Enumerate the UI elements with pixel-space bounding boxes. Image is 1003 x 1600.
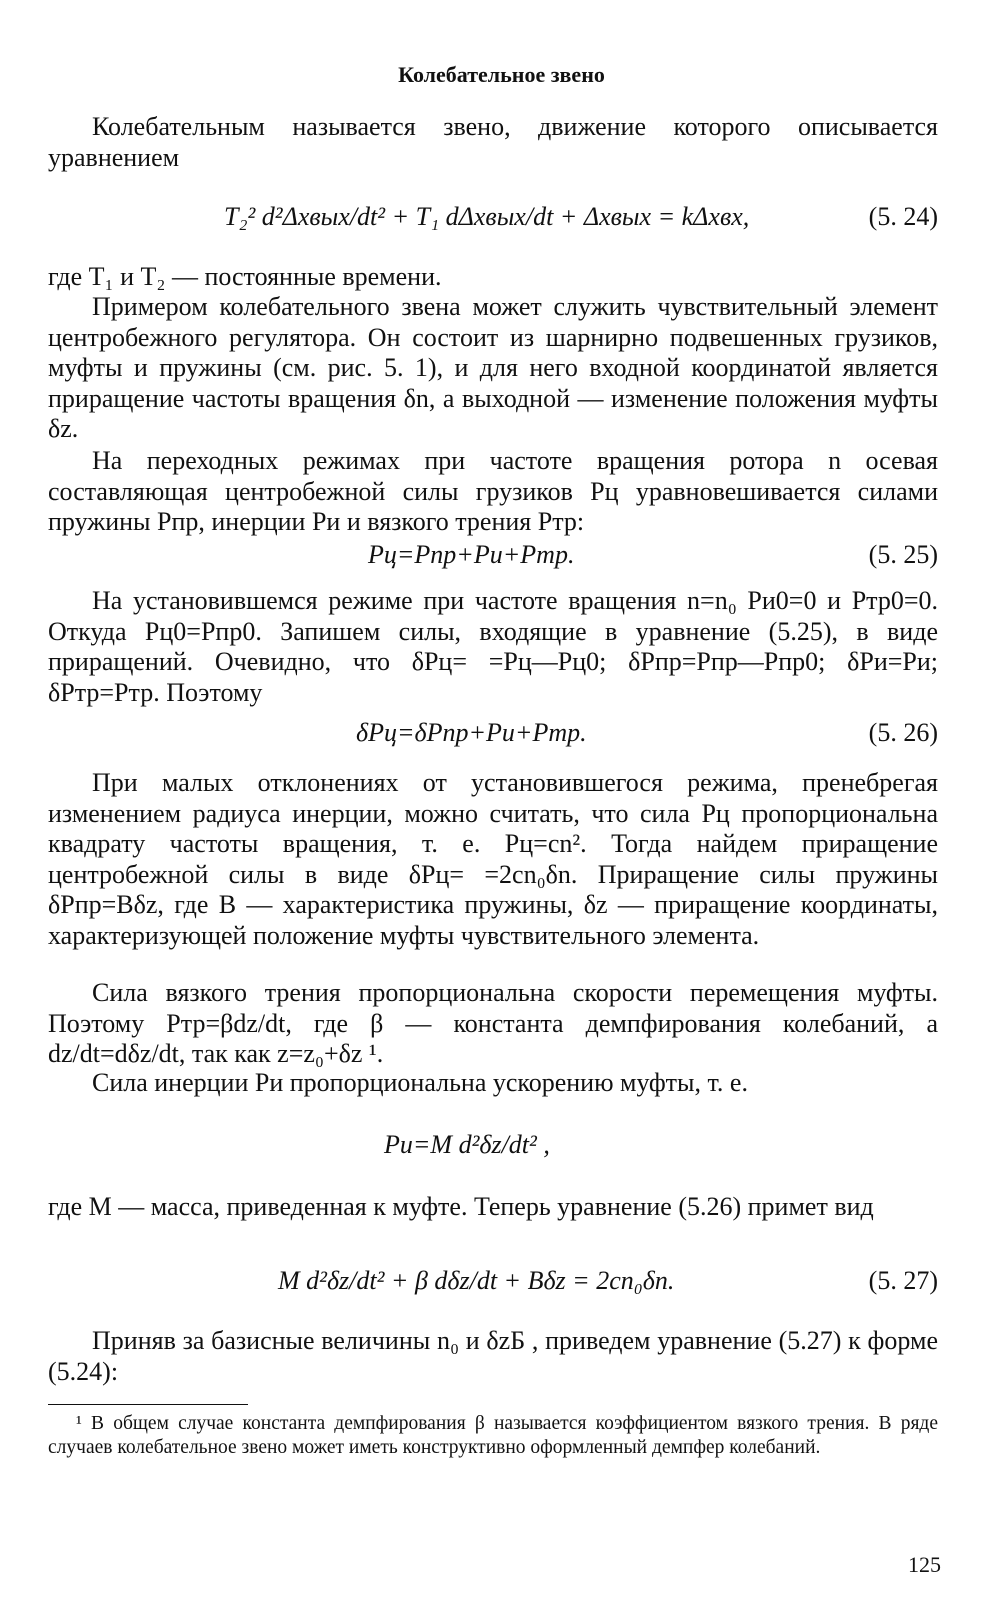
- paragraph-small-deviations: При малых отклонениях от установившегося режима, пренебрегая изменением радиуса инерции, можно считать, что сила Pц пропорциональна квадрату частоты вращения, т. е. Pц=cn². Тогда найдем приращение центробежной силы в виде δPц= =2cn₀δn. Приращение силы пружины δPпр=Bδz, где B — характеристика пружины, δz — приращение координаты, характеризующей положение муфты чувствительного элемента.: [48, 768, 938, 950]
- paragraph-mass: где M — масса, приведенная к муфте. Теперь уравнение (5.26) примет вид: [48, 1192, 874, 1221]
- equation-5-26: [48, 718, 938, 754]
- paragraph-inertia: Сила инерции Pи пропорциональна ускорению муфты, т. е.: [92, 1068, 748, 1097]
- footnote: ¹ В общем случае константа демпфирования β называется коэффициентом вязкого трения. В ряде случаев колебательное звено может иметь конструктивно оформленный демпфер колебаний.: [48, 1413, 938, 1458]
- paragraph-time-constants: где T₁ и T₂ — постоянные времени.: [48, 262, 442, 291]
- equation-inertia: [48, 1116, 938, 1180]
- equation-5-25: [48, 540, 938, 576]
- equation-5-26-number: (5. 26): [868, 718, 938, 747]
- section-heading: Колебательное звено: [398, 62, 605, 87]
- equation-5-24: [48, 192, 938, 252]
- paragraph-intro: Колебательным называется звено, движение которого описывается уравнением: [48, 112, 938, 172]
- equation-5-27-expression: M d²δz/dt² + β dδz/dt + Bδz = 2cn₀δn.: [278, 1266, 675, 1295]
- paragraph-steady-state: На установившемся режиме при частоте вращения n=n₀ Pи0=0 и Pтр0=0. Откуда Pц0=Pпр0. Запишем силы, входящие в уравнение (5.25), в виде приращений. Очевидно, что δPц= =Pц—Pц0; δPпр=Pпр—Pпр0; δPи=Pи; δPтр=Pтр. Поэтому: [48, 586, 938, 707]
- equation-5-26-expression: δPц=δPпр+Pи+Pтр.: [356, 718, 587, 747]
- paragraph-transient: На переходных режимах при частоте вращения ротора n осевая составляющая центробежной силы грузиков Pц уравновешивается силами пружины Pпр, инерции Pи и вязкого трения Pтр:: [48, 446, 938, 537]
- equation-5-27-number: (5. 27): [868, 1266, 938, 1295]
- equation-5-24-expression: T₂² d²Δxвых/dt² + T₁ dΔxвых/dt + Δxвых = kΔxвх,: [224, 202, 750, 231]
- equation-5-25-number: (5. 25): [868, 540, 938, 569]
- footnote-separator: [48, 1404, 248, 1405]
- paragraph-base-values: Приняв за базисные величины n₀ и δzБ , приведем уравнение (5.27) к форме (5.24):: [48, 1326, 938, 1386]
- page-number: 125: [908, 1552, 941, 1577]
- equation-inertia-expression: Pи=M d²δz/dt² ,: [384, 1130, 550, 1159]
- paragraph-viscous-friction: Сила вязкого трения пропорциональна скорости перемещения муфты. Поэтому Pтр=βdz/dt, где β — константа демпфирования колебаний, а dz/dt=dδz/dt, так как z=z₀+δz ¹.: [48, 978, 938, 1069]
- equation-5-27: [48, 1254, 938, 1318]
- equation-5-25-expression: Pц=Pпр+Pи+Pтр.: [368, 540, 575, 569]
- paragraph-example: Примером колебательного звена может служить чувствительный элемент центробежного регулятора. Он состоит из шарнирно подвешенных грузиков, муфты и пружины (см. рис. 5. 1), и для него входной координатой является приращение частоты вращения δn, а выходной — изменение положения муфты δz.: [48, 292, 938, 444]
- equation-5-24-number: (5. 24): [868, 202, 938, 231]
